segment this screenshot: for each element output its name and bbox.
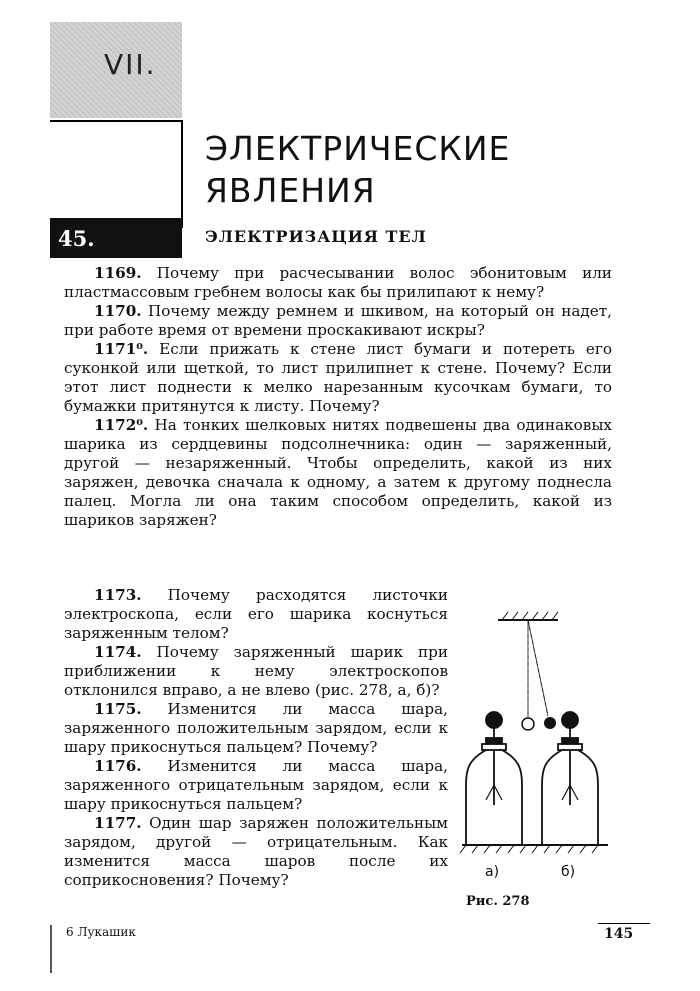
problem-number: 1171⁰. — [94, 340, 149, 358]
electroscope-figure — [458, 600, 618, 870]
problem-number: 1169. — [94, 264, 142, 282]
figure-label-a: а) — [485, 864, 500, 880]
problem-1177 — [64, 814, 448, 890]
problem-1169 — [64, 264, 612, 302]
problem-number: 1177. — [94, 814, 142, 832]
problem-text: Почему расходятся листочки электроскопа, если его шарика коснуться заряженным телом? — [64, 586, 448, 642]
problem-text: Если прижать к стене лист бумаги и потереть его суконкой или щеткой, то лист прилипнет к стене. Почему? Если этот лист поднести к мелко нарезанным кусочкам бумаги, то бумажки притянутся к листу. Почему? — [64, 340, 612, 415]
floor-base — [460, 845, 608, 853]
problem-text: Почему между ремнем и шкивом, на который он надет, при работе время от времени проскакивают искры? — [64, 302, 612, 339]
ceiling-mount — [498, 612, 558, 620]
header-rule-horizontal — [50, 120, 182, 122]
problem-1176 — [64, 757, 448, 814]
problem-number: 1170. — [94, 302, 142, 320]
problem-text: Изменится ли масса шара, заряженного отрицательным зарядом, если к шару прикоснуться пальцем? — [64, 757, 448, 813]
electroscope-a — [466, 712, 522, 845]
problem-number: 1174. — [94, 643, 142, 661]
problems-block-wide — [64, 264, 612, 530]
problem-1173 — [64, 586, 448, 643]
problem-number: 1172⁰. — [94, 416, 149, 434]
problem-1172 — [64, 416, 612, 530]
problem-number: 1175. — [94, 700, 142, 718]
chapter-title-line1: ЭЛЕКТРИЧЕСКИЕ — [205, 129, 511, 168]
page-number-rule — [598, 923, 650, 924]
page-number: 145 — [604, 926, 634, 942]
chapter-title — [205, 128, 510, 212]
thread-b — [528, 620, 548, 716]
problem-text: Почему при расчесывании волос эбонитовым или пластмассовым гребнем волосы как бы прилипают к нему? — [64, 264, 612, 301]
problem-text: Изменится ли масса шара, заряженного положительным зарядом, если к шару прикоснуться пальцем? Почему? — [64, 700, 448, 756]
problems-block-narrow — [64, 586, 448, 890]
problem-1171 — [64, 340, 612, 416]
problem-number: 1173. — [94, 586, 142, 604]
hanging-ball-charged — [544, 717, 556, 729]
problem-text: Почему заряженный шарик при приближении к нему электроскопов отклонился вправо, а не влево (рис. 278, а, б)? — [64, 643, 448, 699]
section-number: 45. — [58, 226, 95, 251]
electroscope-b — [542, 712, 598, 845]
chapter-number: VII. — [104, 48, 157, 81]
hanging-ball-uncharged — [522, 718, 534, 730]
problem-1170 — [64, 302, 612, 340]
figure-caption: Рис. 278 — [466, 894, 530, 909]
printer-signature: 6 Лукашик — [66, 925, 136, 939]
problem-number: 1176. — [94, 757, 142, 775]
header-rule-vertical — [181, 120, 183, 228]
chapter-title-line2: ЯВЛЕНИЯ — [205, 171, 376, 210]
problem-text: Один шар заряжен положительным зарядом, другой — отрицательным. Как изменится масса шаров после их соприкосновения? Почему? — [64, 814, 448, 889]
problem-1175 — [64, 700, 448, 757]
problem-text: На тонких шелковых нитях подвешены два одинаковых шарика из сердцевины подсолнечника: один — заряженный, другой — незаряженный. Чтобы определить, какой из них заряжен, девочка сначала к одному, а затем к другому поднесла палец. Могла ли она таким способом определить, какой из шариков заряжен? — [64, 416, 612, 529]
page-edge-mark — [50, 925, 52, 973]
figure-label-b: б) — [561, 864, 576, 880]
section-title: ЭЛЕКТРИЗАЦИЯ ТЕЛ — [205, 227, 427, 246]
problem-1174 — [64, 643, 448, 700]
